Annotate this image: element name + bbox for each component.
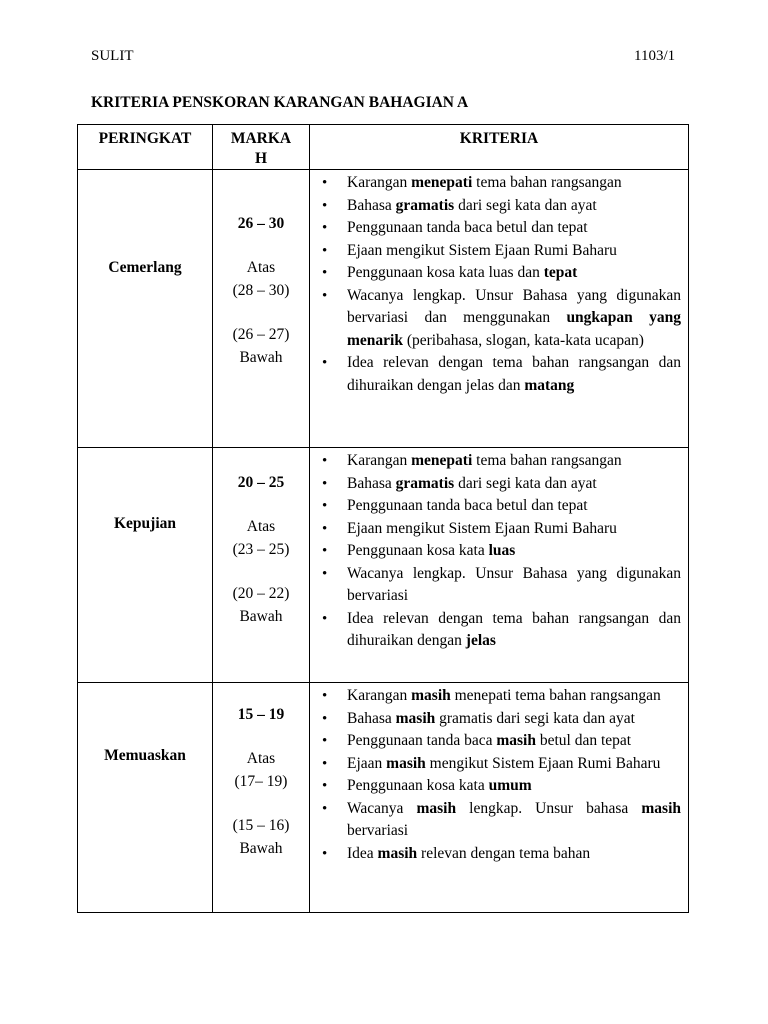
bullet-icon: • bbox=[322, 733, 328, 749]
bullet-icon: • bbox=[322, 755, 328, 772]
criteria-item bbox=[322, 172, 681, 195]
criteria-item bbox=[322, 495, 681, 518]
criteria-item bbox=[322, 285, 681, 353]
marks-upper-label: Atas bbox=[246, 518, 276, 535]
criteria-text: bervariasi bbox=[347, 822, 409, 839]
criteria-text: Karangan bbox=[347, 452, 412, 469]
criteria-emphasis: masih bbox=[395, 709, 436, 727]
criteria-text: gramatis dari segi kata dan ayat bbox=[435, 709, 635, 727]
paper-code: 1103/1 bbox=[634, 48, 676, 64]
criteria-text: Bahasa bbox=[347, 196, 396, 214]
criteria-emphasis: menepati bbox=[411, 174, 473, 191]
marks-range: 26 – 30 bbox=[237, 215, 285, 232]
criteria-emphasis: masih bbox=[411, 687, 451, 704]
table-header-row bbox=[78, 125, 689, 170]
criteria-text: betul dan tepat bbox=[535, 732, 632, 749]
bullet-icon: • bbox=[322, 220, 328, 236]
criteria-emphasis: luas bbox=[488, 542, 516, 559]
bullet-icon: • bbox=[322, 197, 328, 214]
bullet-icon: • bbox=[322, 242, 328, 259]
criteria-text: Penggunaan tanda baca betul dan tepat bbox=[347, 219, 588, 236]
bullet-icon: • bbox=[322, 355, 328, 371]
column-header-markah bbox=[213, 125, 310, 170]
bullet-icon: • bbox=[322, 475, 328, 492]
criteria-text: Penggunaan kosa kata bbox=[347, 542, 489, 559]
marks-upper-label: Atas bbox=[246, 750, 276, 767]
bullet-icon: • bbox=[322, 610, 328, 627]
criteria-item bbox=[322, 685, 681, 708]
bullet-icon: • bbox=[322, 543, 328, 559]
marks-range: 15 – 19 bbox=[237, 706, 285, 723]
document-title: KRITERIA PENSKORAN KARANGAN BAHAGIAN A bbox=[91, 94, 469, 111]
marks-lower-label: Bawah bbox=[239, 840, 283, 857]
criteria-text: Penggunaan tanda baca bbox=[347, 732, 497, 749]
criteria-emphasis: gramatis bbox=[395, 196, 455, 214]
bullet-icon: • bbox=[322, 265, 328, 281]
bullet-icon: • bbox=[322, 453, 328, 469]
criteria-item bbox=[322, 843, 681, 866]
bullet-icon: • bbox=[322, 520, 328, 537]
criteria-text: Karangan bbox=[347, 687, 412, 704]
criteria-list bbox=[310, 448, 688, 653]
column-header-markah-line2: H bbox=[254, 150, 268, 167]
bullet-icon: • bbox=[322, 800, 328, 817]
table-row bbox=[78, 683, 689, 913]
criteria-emphasis: tepat bbox=[543, 264, 578, 281]
grade-label: Kepujian bbox=[113, 515, 176, 532]
criteria-emphasis: masih bbox=[386, 754, 426, 772]
criteria-item bbox=[322, 730, 681, 753]
criteria-item bbox=[322, 798, 681, 843]
marks-upper-label: Atas bbox=[246, 259, 276, 276]
marks-block bbox=[213, 212, 309, 369]
marks-range: 20 – 25 bbox=[237, 474, 285, 491]
marks-upper-range: (28 – 30) bbox=[232, 282, 290, 299]
criteria-text: Ejaan mengikut Sistem Ejaan Rumi Baharu bbox=[347, 519, 617, 537]
marks-lower-label: Bawah bbox=[239, 608, 283, 625]
criteria-text: Ejaan mengikut Sistem Ejaan Rumi Baharu bbox=[347, 241, 617, 259]
criteria-text: Wacanya lengkap. Unsur Bahasa yang digunakan bervariasi dan menggunakan bbox=[347, 286, 681, 326]
criteria-text: dari segi kata dan ayat bbox=[454, 474, 597, 492]
criteria-item bbox=[322, 540, 681, 563]
criteria-text: Ejaan bbox=[347, 754, 387, 772]
criteria-list bbox=[310, 683, 688, 865]
marks-lower-range: (26 – 27) bbox=[232, 326, 290, 343]
criteria-text: tema bahan rangsangan bbox=[472, 452, 622, 469]
criteria-text: tema bahan rangsangan bbox=[472, 174, 622, 191]
criteria-item bbox=[322, 450, 681, 473]
column-header-peringkat: PERINGKAT bbox=[78, 125, 213, 170]
criteria-text: Karangan bbox=[347, 174, 412, 191]
marks-block bbox=[213, 703, 309, 860]
criteria-emphasis: umum bbox=[488, 777, 532, 794]
criteria-text: menepati tema bahan rangsangan bbox=[450, 687, 661, 704]
bullet-icon: • bbox=[322, 845, 328, 862]
criteria-emphasis: gramatis bbox=[395, 474, 455, 492]
criteria-item bbox=[322, 195, 681, 218]
marks-upper-range: (17– 19) bbox=[234, 773, 288, 790]
criteria-emphasis: masih bbox=[416, 799, 457, 817]
criteria-text: Idea bbox=[347, 844, 378, 862]
marks-upper-range: (23 – 25) bbox=[232, 541, 290, 558]
criteria-item bbox=[322, 473, 681, 496]
marks-lower-label: Bawah bbox=[239, 349, 283, 366]
criteria-list bbox=[310, 170, 688, 397]
bullet-icon: • bbox=[322, 287, 328, 304]
criteria-text: Idea relevan dengan tema bahan rangsangan dan dihuraikan dengan bbox=[347, 609, 681, 649]
criteria-emphasis: menepati bbox=[411, 452, 473, 469]
criteria-item bbox=[322, 608, 681, 653]
header-label: SULIT bbox=[91, 48, 134, 64]
criteria-emphasis: masih bbox=[496, 732, 536, 749]
bullet-icon: • bbox=[322, 778, 328, 794]
criteria-item bbox=[322, 753, 681, 776]
criteria-table bbox=[77, 124, 689, 913]
grade-label: Memuaskan bbox=[104, 747, 186, 764]
criteria-item bbox=[322, 518, 681, 541]
criteria-item bbox=[322, 352, 681, 397]
criteria-text: dari segi kata dan ayat bbox=[454, 196, 597, 214]
criteria-emphasis: masih bbox=[641, 799, 681, 817]
criteria-emphasis: masih bbox=[377, 844, 418, 862]
criteria-text: mengikut Sistem Ejaan Rumi Baharu bbox=[425, 754, 661, 772]
criteria-item bbox=[322, 775, 681, 798]
criteria-text: Bahasa bbox=[347, 474, 396, 492]
criteria-text: lengkap. Unsur bahasa bbox=[456, 799, 642, 817]
column-header-markah-line1: MARKA bbox=[230, 130, 292, 147]
grade-label: Cemerlang bbox=[108, 259, 182, 276]
criteria-emphasis: ungkapan yang menarik bbox=[347, 309, 681, 349]
criteria-text: Bahasa bbox=[347, 709, 396, 727]
bullet-icon: • bbox=[322, 565, 328, 582]
bullet-icon: • bbox=[322, 175, 328, 191]
criteria-emphasis: jelas bbox=[465, 632, 496, 649]
criteria-item bbox=[322, 240, 681, 263]
criteria-item bbox=[322, 708, 681, 731]
criteria-text: (peribahasa, slogan, kata-kata ucapan) bbox=[402, 331, 644, 349]
criteria-text: Penggunaan tanda baca betul dan tepat bbox=[347, 497, 588, 514]
bullet-icon: • bbox=[322, 498, 328, 514]
bullet-icon: • bbox=[322, 710, 328, 727]
criteria-text: Wacanya lengkap. Unsur Bahasa yang digunakan bervariasi bbox=[347, 564, 681, 604]
criteria-item bbox=[322, 262, 681, 285]
marks-block bbox=[213, 471, 309, 628]
table-row bbox=[78, 448, 689, 683]
criteria-emphasis: matang bbox=[524, 376, 575, 394]
criteria-text: Penggunaan kosa kata bbox=[347, 777, 489, 794]
marks-lower-range: (20 – 22) bbox=[232, 585, 290, 602]
criteria-item bbox=[322, 563, 681, 608]
criteria-item bbox=[322, 217, 681, 240]
criteria-text: Penggunaan kosa kata luas dan bbox=[347, 264, 544, 281]
bullet-icon: • bbox=[322, 688, 328, 704]
criteria-text: Wacanya bbox=[347, 799, 417, 817]
marks-lower-range: (15 – 16) bbox=[232, 817, 290, 834]
criteria-text: Idea relevan dengan tema bahan rangsangan dan dihuraikan dengan jelas dan bbox=[347, 354, 681, 394]
column-header-kriteria: KRITERIA bbox=[310, 125, 689, 170]
criteria-text: relevan dengan tema bahan bbox=[417, 844, 591, 862]
table-row bbox=[78, 170, 689, 448]
